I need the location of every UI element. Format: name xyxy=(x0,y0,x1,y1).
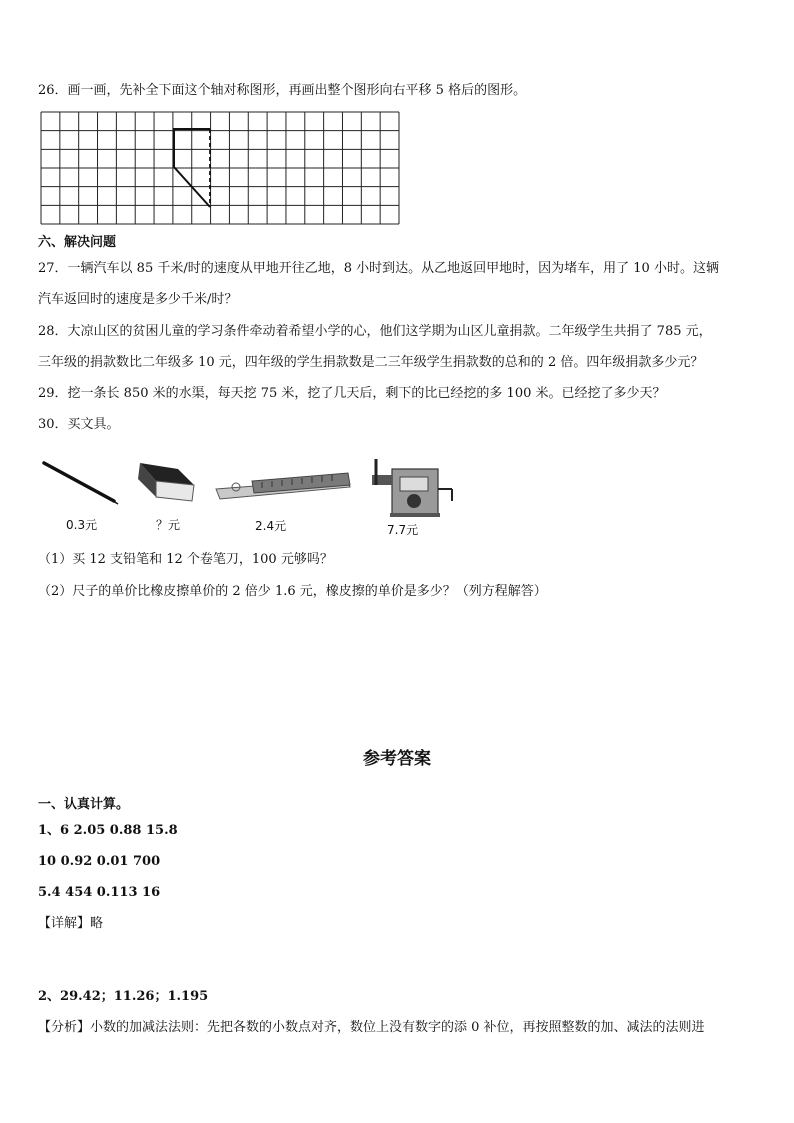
answer-1-row2: 10 0.92 0.01 700 xyxy=(38,854,161,869)
answer-2: 2、29.42；11.26；1.195 xyxy=(38,989,209,1004)
ruler-price: 2.4元 xyxy=(255,519,287,533)
question-30-title: 30．买文具。 xyxy=(38,417,120,432)
answer-2-analysis: 【分析】小数的加减法法则：先把各数的小数点对齐，数位上没有数字的添 0 补位，再按照整数的加、减法的法则进 xyxy=(38,1020,705,1035)
eraser-price: ？元 xyxy=(156,518,181,532)
question-28-line2: 三年级的捐款数比二年级多 10 元，四年级的学生捐款数是二三年级学生捐款数的总和的 2 倍。四年级捐款多少元？ xyxy=(38,355,704,370)
question-27-line2: 汽车返回时的速度是多少千米/时？ xyxy=(38,292,238,307)
grid-drawing xyxy=(40,111,402,227)
question-26: 26．画一画，先补全下面这个轴对称图形，再画出整个图形向右平移 5 格后的图形。 xyxy=(38,83,527,98)
question-30-sub1: （1）买 12 支铅笔和 12 个卷笔刀，100 元够吗？ xyxy=(38,552,333,567)
answer-1-detail: 【详解】略 xyxy=(38,916,104,931)
question-28-line1: 28．大凉山区的贫困儿童的学习条件牵动着希望小学的心，他们这学期为山区儿童捐款。二年级学生共捐了 785 元， xyxy=(38,324,712,339)
sharpener-icon xyxy=(366,455,456,519)
question-29: 29．挖一条长 850 米的水渠，每天挖 75 米，挖了几天后，剩下的比已经挖的多 100 米。已经挖了多少天？ xyxy=(38,386,666,401)
question-27-line1: 27．一辆汽车以 85 千米/时的速度从甲地开往乙地，8 小时到达。从乙地返回甲地时，因为堵车，用了 10 小时。这辆 xyxy=(38,261,719,276)
ruler-icon xyxy=(212,469,354,503)
answer-1-row1: 1、6 2.05 0.88 15.8 xyxy=(38,823,178,838)
stationery-items xyxy=(40,455,460,535)
sharpener-price: 7.7元 xyxy=(387,523,419,537)
answer-1-row3: 5.4 454 0.113 16 xyxy=(38,885,161,900)
question-30-sub2: （2）尺子的单价比橡皮擦单价的 2 倍少 1.6 元，橡皮擦的单价是多少？（列方程解答） xyxy=(38,584,547,599)
eraser-icon xyxy=(130,455,200,505)
section-6-heading: 六、解决问题 xyxy=(38,235,117,250)
answers-title: 参考答案 xyxy=(363,749,431,769)
answers-section-1: 一、认真计算。 xyxy=(38,797,130,812)
pencil-icon xyxy=(40,457,120,507)
pencil-price: 0.3元 xyxy=(66,518,98,532)
